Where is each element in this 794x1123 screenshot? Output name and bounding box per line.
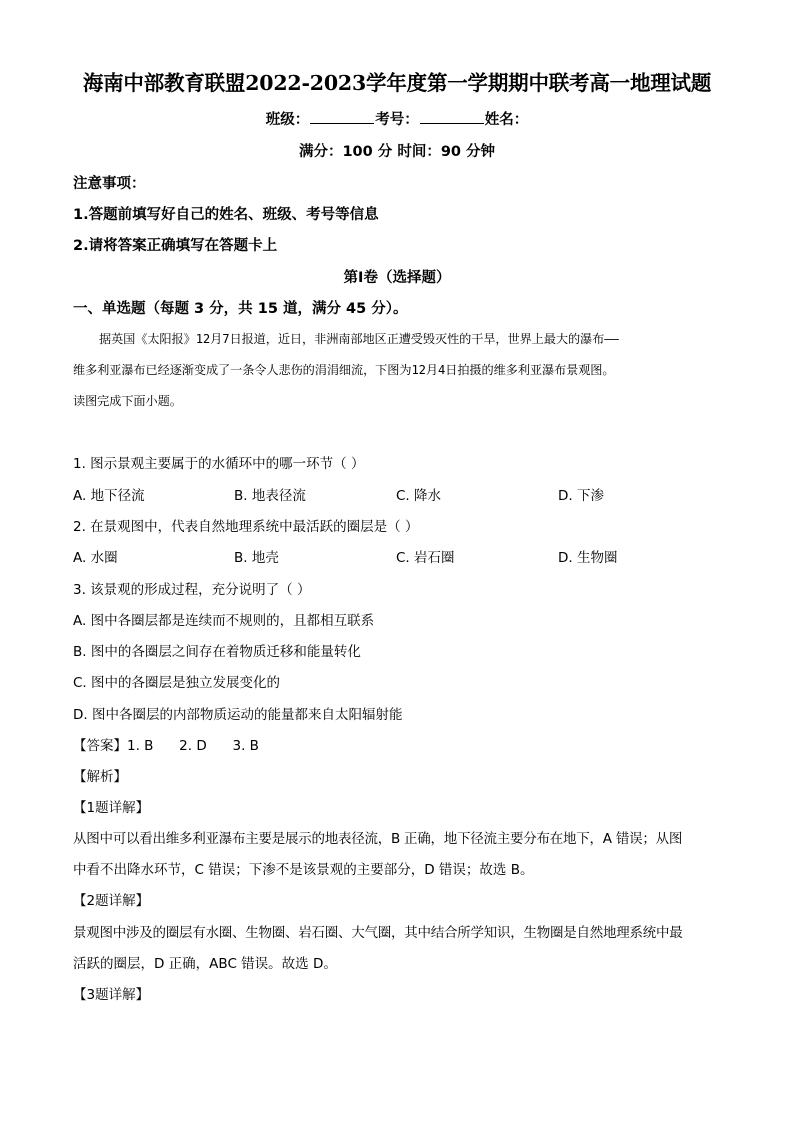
detail-2-line-1: 景观图中涉及的圈层有水圈、生物圈、岩石圈、大气圈，其中结合所学知识，生物圈是自然地理系统中最	[73, 925, 683, 941]
question-1-stem: 1. 图示景观主要属于的水循环中的哪一环节（ ）	[73, 456, 365, 472]
passage-line-2: 维多利亚瀑布已经逐渐变成了一条令人悲伤的涓涓细流，下图为12月4日拍摄的维多利亚瀑布景观图。	[73, 363, 615, 377]
question-1-option-d: D. 下渗	[558, 488, 604, 504]
notice-item-1: 1.答题前填写好自己的姓名、班级、考号等信息	[73, 207, 379, 223]
detail-3-heading: 【3题详解】	[73, 987, 150, 1003]
analysis-label: 【解析】	[73, 769, 127, 785]
question-1-option-a: A. 地下径流	[73, 488, 145, 504]
detail-2-line-2: 活跃的圈层，D 正确，ABC 错误。故选 D。	[73, 956, 337, 972]
passage-line-1: 据英国《太阳报》12月7日报道，近日，非洲南部地区正遭受毁灭性的干旱，世界上最大的瀑布——	[99, 332, 619, 346]
class-label: 班级：	[265, 112, 310, 128]
answer-line	[73, 734, 259, 754]
volume-heading: 第Ⅰ卷（选择题）	[343, 270, 451, 286]
question-2-stem: 2. 在景观图中，代表自然地理系统中最活跃的圈层是（ ）	[73, 519, 419, 535]
detail-2-heading: 【2题详解】	[73, 893, 150, 909]
question-3-option-d: D. 图中各圈层的内部物质运动的能量都来自太阳辐射能	[73, 707, 403, 723]
question-2-option-a: A. 水圈	[73, 550, 118, 566]
question-3-option-a: A. 图中各圈层都是连续而不规则的，且都相互联系	[73, 613, 375, 629]
answer-label: 【答案】	[73, 738, 127, 754]
question-1-option-c: C. 降水	[396, 488, 442, 504]
question-3-stem: 3. 该景观的形成过程，充分说明了（ ）	[73, 582, 311, 598]
name-label: 姓名：	[484, 112, 529, 128]
exam-title: 海南中部教育联盟2022-2023学年度第一学期期中联考高一地理试题	[82, 71, 712, 95]
question-2-option-c: C. 岩石圈	[396, 550, 455, 566]
exam-no-label: 考号：	[375, 112, 419, 128]
question-3-option-b: B. 图中的各圈层之间存在着物质迁移和能量转化	[73, 644, 361, 660]
notice-heading: 注意事项：	[73, 176, 146, 192]
question-1-option-b: B. 地表径流	[234, 488, 306, 504]
detail-1-line-2: 中看不出降水环节，C 错误；下渗不是该景观的主要部分，D 错误；故选 B。	[73, 862, 534, 878]
notice-item-2: 2.请将答案正确填写在答题卡上	[73, 238, 278, 254]
question-2-option-d: D. 生物圈	[558, 550, 618, 566]
question-3-option-c: C. 图中的各圈层是独立发展变化的	[73, 675, 281, 691]
answer-values: 1. B 2. D 3. B	[127, 738, 259, 754]
score-time: 满分：100 分 时间：90 分钟	[298, 144, 496, 160]
detail-1-heading: 【1题详解】	[73, 800, 150, 816]
class-blank	[310, 111, 374, 124]
detail-1-line-1: 从图中可以看出维多利亚瀑布主要是展示的地表径流，B 正确，地下径流主要分布在地下，A 错误；从图	[73, 831, 683, 847]
question-2-option-b: B. 地壳	[234, 550, 279, 566]
passage-line-3: 读图完成下面小题。	[73, 394, 182, 408]
student-info-line	[0, 108, 794, 129]
section-heading: 一、单选题（每题 3 分，共 15 道，满分 45 分）。	[73, 301, 408, 317]
exam-no-blank	[420, 111, 484, 124]
